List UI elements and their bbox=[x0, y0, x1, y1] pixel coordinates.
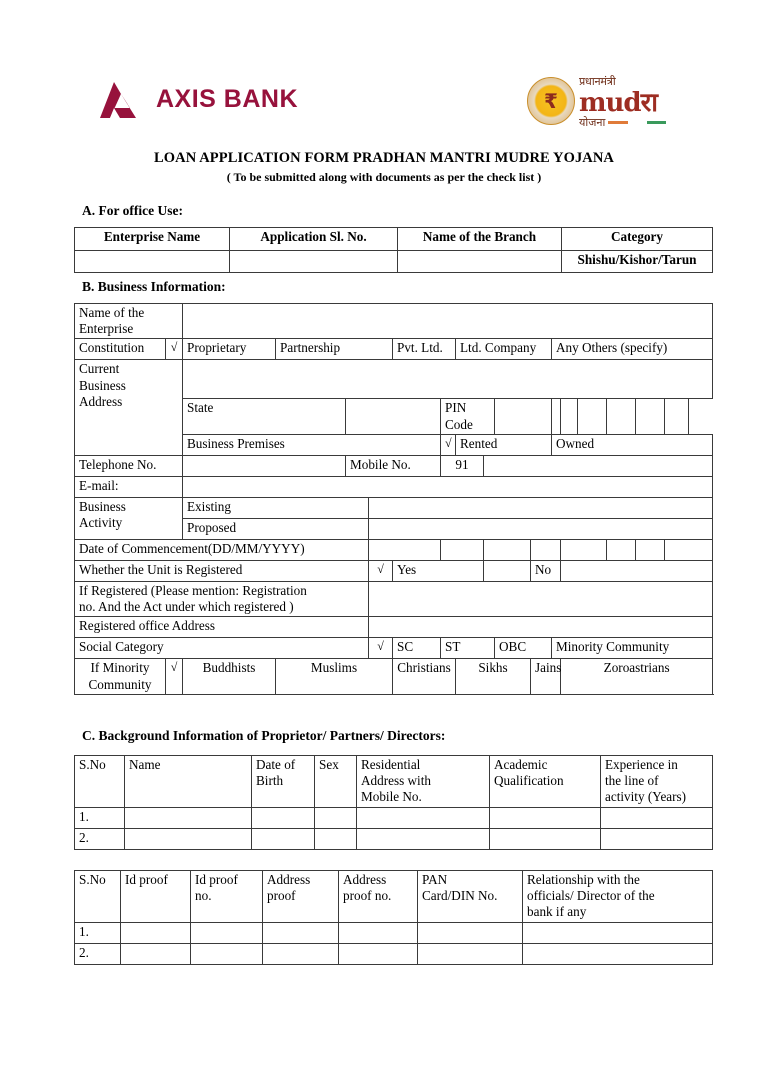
row-if-minority-community bbox=[75, 659, 713, 694]
option-minority-community[interactable]: Minority Community bbox=[552, 638, 713, 659]
cell-residential-address[interactable] bbox=[357, 828, 490, 849]
field-registered-office-address[interactable] bbox=[369, 617, 713, 638]
option-sc[interactable]: SC bbox=[393, 638, 441, 659]
cell-id-proof-no[interactable] bbox=[191, 922, 263, 943]
office-use-table bbox=[74, 227, 713, 273]
axis-bank-logo bbox=[98, 78, 298, 120]
label-registered-office-address: Registered office Address bbox=[75, 617, 369, 638]
page-subtitle: ( To be submitted along with documents as per the check list ) bbox=[226, 170, 542, 184]
label-line-2: no. bbox=[195, 888, 212, 904]
tick-business-premises[interactable]: √ bbox=[441, 434, 456, 455]
cell-id-proof[interactable] bbox=[121, 943, 191, 964]
section-heading-b: B. Business Information: bbox=[82, 279, 226, 294]
field-mobile-prefix: 91 bbox=[441, 455, 484, 476]
field-telephone-no[interactable] bbox=[183, 455, 346, 476]
header-sno: S.No bbox=[75, 871, 121, 923]
mudra-logo-text bbox=[579, 72, 697, 128]
option-proprietary[interactable]: Proprietary bbox=[183, 339, 276, 360]
row-constitution bbox=[75, 339, 713, 360]
label-line-2: proof no. bbox=[343, 888, 392, 904]
field-activity-existing[interactable] bbox=[369, 497, 713, 518]
field-current-business-address[interactable] bbox=[183, 360, 713, 399]
option-obc[interactable]: OBC bbox=[495, 638, 552, 659]
label-line-1: Date of bbox=[256, 757, 296, 772]
label-if-registered bbox=[75, 581, 369, 616]
mudra-top-text: प्रधानमंत्री bbox=[579, 75, 616, 88]
cell-experience[interactable] bbox=[601, 828, 713, 849]
label-line-2: Community bbox=[88, 676, 152, 692]
section-heading-c: C. Background Information of Proprietor/ Partners/ Directors: bbox=[82, 728, 446, 743]
label-line-2: Card/DIN No. bbox=[422, 888, 498, 904]
header-date-of-birth bbox=[252, 756, 315, 808]
row-telephone-mobile bbox=[75, 455, 713, 476]
table-row bbox=[75, 828, 713, 849]
option-any-others[interactable]: Any Others (specify) bbox=[552, 339, 713, 360]
cell-id-proof[interactable] bbox=[121, 922, 191, 943]
label-line-1: PAN bbox=[422, 872, 448, 887]
header-relationship bbox=[523, 871, 713, 923]
label-line-1: Address bbox=[343, 872, 387, 887]
header-experience bbox=[601, 756, 713, 808]
option-pvt-ltd[interactable]: Pvt. Ltd. bbox=[393, 339, 456, 360]
label-line-1: Name of the bbox=[79, 305, 145, 320]
label-line-2: no. And the Act under which registered ) bbox=[79, 599, 294, 615]
label-unit-registered: Whether the Unit is Registered bbox=[75, 560, 369, 581]
pin-box-6[interactable] bbox=[636, 399, 665, 434]
cell-relationship[interactable] bbox=[523, 922, 713, 943]
pin-box-3[interactable] bbox=[561, 399, 578, 434]
label-email: E-mail: bbox=[75, 476, 183, 497]
label-line-3: Mobile No. bbox=[361, 789, 422, 805]
row-email bbox=[75, 476, 713, 497]
mudra-yojana-logo bbox=[527, 70, 697, 132]
field-mobile-no[interactable] bbox=[484, 455, 713, 476]
label-date-of-commencement: Date of Commencement(DD/MM/YYYY) bbox=[75, 539, 369, 560]
label-line-1: Academic bbox=[494, 757, 548, 772]
tick-minority-community[interactable]: √ bbox=[166, 659, 183, 694]
header-category: Category bbox=[562, 228, 713, 251]
mudra-bottom-text: योजना bbox=[579, 115, 606, 129]
label-line-2: Birth bbox=[256, 773, 284, 789]
row-business-activity-existing bbox=[75, 497, 713, 518]
cell-sex[interactable] bbox=[315, 828, 357, 849]
cell-pan-card-din-no[interactable] bbox=[418, 943, 523, 964]
table-row bbox=[75, 807, 713, 828]
cell-residential-address[interactable] bbox=[357, 807, 490, 828]
axis-bank-arrow-icon bbox=[98, 78, 144, 120]
tick-unit-registered[interactable]: √ bbox=[369, 560, 393, 581]
table-row bbox=[75, 922, 713, 943]
option-registered-yes[interactable]: Yes bbox=[393, 560, 484, 581]
cell-name[interactable] bbox=[125, 828, 252, 849]
field-state[interactable] bbox=[346, 399, 441, 434]
commencement-box-7[interactable] bbox=[636, 539, 665, 560]
label-line-2: Enterprise bbox=[79, 321, 134, 337]
label-current-business-address bbox=[75, 360, 183, 455]
cell-sno: 2. bbox=[75, 943, 121, 964]
label-constitution: Constitution bbox=[75, 339, 166, 360]
commencement-box-1[interactable] bbox=[369, 539, 441, 560]
field-activity-proposed[interactable] bbox=[369, 518, 713, 539]
label-social-category: Social Category bbox=[75, 638, 369, 659]
header-pan-card-din-no bbox=[418, 871, 523, 923]
row-date-of-commencement bbox=[75, 539, 713, 560]
field-email[interactable] bbox=[183, 476, 713, 497]
field-enterprise-name[interactable] bbox=[75, 251, 230, 273]
header-id-proof: Id proof bbox=[121, 871, 191, 923]
label-activity-existing: Existing bbox=[183, 497, 369, 518]
mudra-main-text: mudरा bbox=[579, 88, 657, 118]
row-registered-office-address bbox=[75, 617, 713, 638]
rupee-emblem-icon bbox=[527, 77, 575, 125]
label-line-1: Current bbox=[79, 361, 120, 377]
section-heading-a: A. For office Use: bbox=[82, 203, 183, 218]
commencement-box-3[interactable] bbox=[484, 539, 531, 560]
cell-relationship[interactable] bbox=[523, 943, 713, 964]
label-telephone-no: Telephone No. bbox=[75, 455, 183, 476]
row-if-registered bbox=[75, 581, 713, 616]
header-sex: Sex bbox=[315, 756, 357, 808]
field-registered-no-blank[interactable] bbox=[561, 560, 713, 581]
business-information-table bbox=[74, 303, 713, 695]
option-sikhs[interactable]: Sikhs bbox=[456, 659, 531, 694]
cell-id-proof-no[interactable] bbox=[191, 943, 263, 964]
row-social-category bbox=[75, 638, 713, 659]
label-line-1: Id proof bbox=[195, 872, 238, 887]
pin-box-7[interactable] bbox=[665, 399, 689, 434]
documents-table bbox=[74, 870, 713, 965]
label-line-1: Experience in bbox=[605, 757, 678, 772]
table-row-header bbox=[75, 871, 713, 923]
page-title: LOAN APPLICATION FORM PRADHAN MANTRI MUDRE YOJANA bbox=[153, 150, 615, 166]
label-state: State bbox=[183, 399, 346, 434]
label-line-1: If Minority bbox=[90, 660, 150, 676]
table-row-header bbox=[75, 756, 713, 808]
cell-address-proof-no[interactable] bbox=[339, 922, 418, 943]
label-line-1: If Registered (Please mention: Registration bbox=[79, 582, 307, 598]
label-activity-proposed: Proposed bbox=[183, 518, 369, 539]
label-line-2: the line of bbox=[605, 773, 659, 789]
label-line-2: officials/ Director of the bbox=[527, 888, 655, 904]
label-mobile-no: Mobile No. bbox=[346, 455, 441, 476]
pin-box-4[interactable] bbox=[578, 399, 607, 434]
option-rented[interactable]: Rented bbox=[456, 434, 552, 455]
cell-address-proof-no[interactable] bbox=[339, 943, 418, 964]
label-business-activity bbox=[75, 497, 183, 539]
header-application-sl-no: Application Sl. No. bbox=[230, 228, 398, 251]
header-sno: S.No bbox=[75, 756, 125, 808]
page-header bbox=[0, 70, 768, 140]
option-registered-no[interactable]: No bbox=[531, 560, 561, 581]
label-line-3: activity (Years) bbox=[605, 789, 687, 805]
cell-sno: 1. bbox=[75, 807, 125, 828]
table-row bbox=[75, 251, 713, 273]
header-residential-address bbox=[357, 756, 490, 808]
header-enterprise-name: Enterprise Name bbox=[75, 228, 230, 251]
label-line-3: Address bbox=[79, 393, 123, 409]
pin-box-5[interactable] bbox=[607, 399, 636, 434]
cell-experience[interactable] bbox=[601, 807, 713, 828]
background-information-table bbox=[74, 755, 713, 850]
header-name: Name bbox=[125, 756, 252, 808]
header-academic-qualification bbox=[490, 756, 601, 808]
cell-academic-qualification[interactable] bbox=[490, 807, 601, 828]
commencement-box-2[interactable] bbox=[441, 539, 484, 560]
cell-academic-qualification[interactable] bbox=[490, 828, 601, 849]
option-owned[interactable]: Owned bbox=[552, 434, 713, 455]
cell-sno: 2. bbox=[75, 828, 125, 849]
tick-social-category[interactable]: √ bbox=[369, 638, 393, 659]
header-address-proof bbox=[263, 871, 339, 923]
axis-bank-wordmark: AXIS BANK bbox=[156, 84, 299, 113]
label-line-1: Residential bbox=[361, 757, 421, 772]
option-christians[interactable]: Christians bbox=[393, 659, 456, 694]
commencement-box-8[interactable] bbox=[665, 539, 713, 560]
table-row-header bbox=[75, 228, 713, 251]
label-if-minority-community bbox=[75, 659, 166, 694]
cell-address-proof[interactable] bbox=[263, 922, 339, 943]
label-line-2: Activity bbox=[79, 515, 123, 531]
commencement-box-6[interactable] bbox=[607, 539, 636, 560]
option-partnership[interactable]: Partnership bbox=[276, 339, 393, 360]
cell-date-of-birth[interactable] bbox=[252, 807, 315, 828]
label-business-premises: Business Premises bbox=[183, 434, 441, 455]
field-registered-yes-blank[interactable] bbox=[484, 560, 531, 581]
tick-constitution[interactable]: √ bbox=[166, 339, 183, 360]
commencement-box-4[interactable] bbox=[531, 539, 561, 560]
cell-pan-card-din-no[interactable] bbox=[418, 922, 523, 943]
label-line-2: Address with bbox=[361, 773, 431, 789]
table-row bbox=[75, 943, 713, 964]
label-line-1: Relationship with the bbox=[527, 872, 640, 887]
cell-date-of-birth[interactable] bbox=[252, 828, 315, 849]
label-pin-code: PIN Code bbox=[441, 399, 495, 434]
field-category[interactable]: Shishu/Kishor/Tarun bbox=[562, 251, 713, 273]
label-line-2: Business bbox=[79, 377, 126, 393]
cell-name[interactable] bbox=[125, 807, 252, 828]
pin-box-1[interactable] bbox=[495, 399, 552, 434]
label-line-2: Qualification bbox=[494, 773, 564, 789]
label-name-of-enterprise bbox=[75, 304, 183, 339]
row-unit-registered bbox=[75, 560, 713, 581]
cell-sex[interactable] bbox=[315, 807, 357, 828]
option-muslims[interactable]: Muslims bbox=[276, 659, 393, 694]
option-st[interactable]: ST bbox=[441, 638, 495, 659]
mudra-bottom-row bbox=[579, 117, 697, 128]
tricolor-bar-icon bbox=[608, 121, 666, 124]
label-line-2: proof bbox=[267, 888, 296, 904]
header-id-proof-no bbox=[191, 871, 263, 923]
option-buddhists[interactable]: Buddhists bbox=[183, 659, 276, 694]
field-name-of-enterprise[interactable] bbox=[183, 304, 713, 339]
cell-address-proof[interactable] bbox=[263, 943, 339, 964]
commencement-box-5[interactable] bbox=[561, 539, 607, 560]
header-name-of-branch: Name of the Branch bbox=[398, 228, 562, 251]
field-name-of-branch[interactable] bbox=[398, 251, 562, 273]
option-zoroastrians[interactable]: Zoroastrians bbox=[561, 659, 713, 694]
cell-sno: 1. bbox=[75, 922, 121, 943]
option-ltd-company[interactable]: Ltd. Company bbox=[456, 339, 552, 360]
label-line-1: Business bbox=[79, 498, 126, 514]
pin-box-2[interactable] bbox=[552, 399, 561, 434]
header-address-proof-no bbox=[339, 871, 418, 923]
field-if-registered[interactable] bbox=[369, 581, 713, 616]
label-line-1: Address bbox=[267, 872, 311, 887]
field-application-sl-no[interactable] bbox=[230, 251, 398, 273]
option-jains[interactable]: Jains bbox=[531, 659, 561, 694]
label-line-3: bank if any bbox=[527, 904, 587, 920]
